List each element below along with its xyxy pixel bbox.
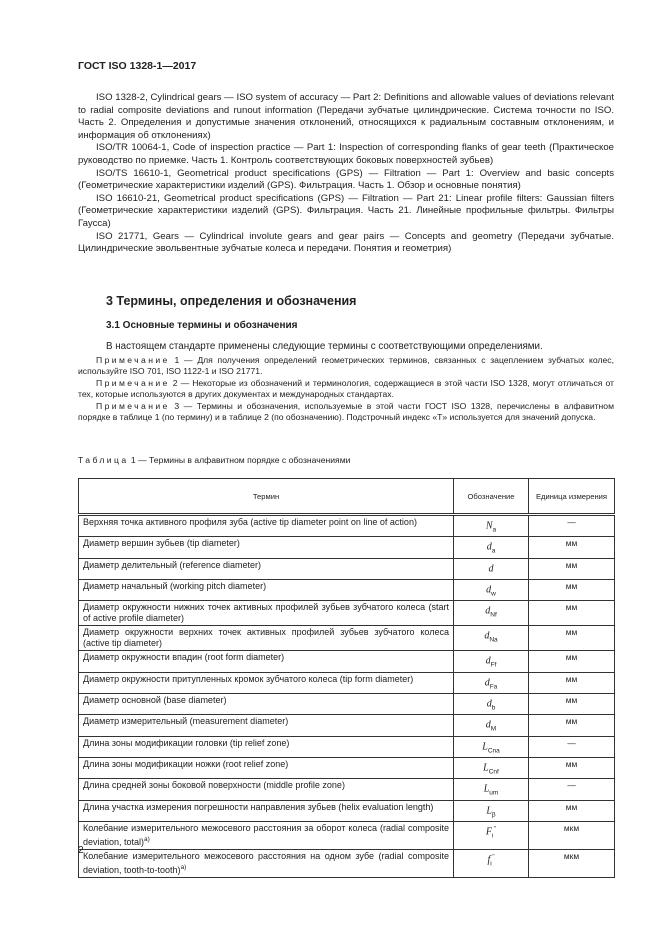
note-item (78, 401, 614, 424)
symbol-subscript: Na (489, 636, 498, 644)
table-row (79, 849, 615, 877)
symbol-cell (454, 626, 529, 651)
header-symbol: Обозначение (454, 479, 529, 515)
note-label: Примечание (96, 400, 170, 411)
term-text: Диаметр основной (base diameter) (83, 694, 227, 705)
note-item (78, 378, 614, 401)
symbol-subscript: Ff (490, 661, 497, 669)
symbol-cell (454, 579, 529, 600)
table-row (79, 558, 615, 579)
unit-cell: мм (529, 601, 615, 626)
symbol: L (483, 762, 489, 774)
symbol: L (486, 804, 492, 816)
unit-cell: мм (529, 579, 615, 600)
table-row (79, 601, 615, 626)
symbol-superscript: " (491, 852, 495, 860)
term-text: Колебание измерительного межосевого расстояния на одном зубе (radial composite deviation, tooth-to-tooth) (83, 850, 449, 875)
term-cell (79, 601, 454, 626)
term-cell (79, 821, 454, 849)
unit-cell: мм (529, 757, 615, 778)
term-text: Колебание измерительного межосевого расстояния за оборот колеса (radial composite deviation, total) (83, 822, 449, 847)
footnote-ref: a) (144, 835, 150, 843)
term-text: Длина зоны модификации головки (tip relief zone) (83, 737, 290, 748)
symbol-cell (454, 779, 529, 800)
table-row (79, 672, 615, 693)
term-cell (79, 715, 454, 736)
page-number: 2 (78, 845, 84, 856)
symbol: d (484, 676, 490, 688)
table-row (79, 800, 615, 821)
symbol-subscript: w (491, 590, 496, 598)
table-row (79, 736, 615, 757)
term-text: Длина зоны модификации ножки (root relief zone) (83, 758, 289, 769)
table-row (79, 757, 615, 778)
symbol-cell (454, 715, 529, 736)
table-row (79, 651, 615, 672)
reference-item: ISO/TS 16610-1, Geometrical product specifications (GPS) — Filtration — Part 1: Overview and basic concepts (Геометрические характеристики изделий (GPS). Фильтрация. Часть 1. Обзор и основные понятия) (78, 167, 614, 192)
term-text: Диаметр окружности нижних точек активных профилей зубьев зубчатого колеса (start of active profile diameter) (83, 602, 449, 624)
note-text: — Термины и обозначения, используемые в этой части ГОСТ ISO 1328, перечислены в алфавитном порядке в таблице 1 (по термину) и в таблице 2 (по обозначению). Подстрочный индекс «T» используется для значений допуска. (78, 400, 614, 423)
note-label: Примечание (96, 377, 170, 388)
note-text: — Некоторые из обозначений и терминология, содержащиеся в этой части ISO 1328, могут отличаться от тех, которые используются в других документах и международных стандартах. (78, 377, 614, 400)
symbol: d (486, 541, 492, 553)
term-cell (79, 849, 454, 877)
symbol-superscript: " (493, 824, 497, 832)
term-text: Диаметр начальный (working pitch diameter) (83, 580, 267, 591)
symbol-cell (454, 651, 529, 672)
symbol-subscript: M (490, 725, 497, 733)
symbol-cell (454, 558, 529, 579)
symbol: d (485, 719, 491, 731)
term-text: Диаметр окружности притупленных кромок зубчатого колеса (tip form diameter) (83, 673, 414, 684)
term-cell (79, 693, 454, 714)
symbol-cell (454, 537, 529, 558)
reference-item: ISO/TR 10064-1, Code of inspection practice — Part 1: Inspection of corresponding flanks of gear teeth (Практическое руководство по приемке. Часть 1. Контроль соответствующих боковых поверхностей зубьев) (78, 142, 614, 166)
table-caption (78, 455, 350, 465)
note-number: 3 (174, 400, 180, 411)
symbol-cell (454, 693, 529, 714)
symbol-subscript: a (492, 526, 497, 534)
table-row (79, 693, 615, 714)
intro-text: В настоящем стандарте применены следующие термины с соответствующими определениями. (106, 341, 543, 352)
term-cell (79, 537, 454, 558)
reference-item: ISO 21771, Gears — Cylindrical involute gears and gear pairs — Concepts and geometry (Передачи зубчатые. Цилиндрические эвольвентные зубчатые колеса и передачи. Понятия и геометрия) (78, 230, 614, 255)
unit-cell: — (529, 736, 615, 757)
unit-cell: мм (529, 693, 615, 714)
term-text: Верхняя точка активного профиля зуба (active tip diameter point on line of action) (83, 517, 417, 527)
symbol: N (485, 520, 493, 532)
unit-cell: мм (529, 715, 615, 736)
term-text: Диаметр окружности верхних точек активных профилей зубьев зубчатого колеса (active tip diameter) (83, 627, 449, 649)
term-text: Длина средней зоны боковой поверхности (middle profile zone) (83, 780, 345, 791)
term-text: Диаметр измерительный (measurement diameter) (83, 716, 289, 727)
term-cell (79, 800, 454, 821)
note-text: — Для получения определений геометрических терминов, связанных с зацеплением зубчатых колес, используйте ISO 701, ISO 1122-1 и ISO 21771. (78, 355, 614, 377)
symbol: F (485, 826, 492, 838)
symbol-subscript: i (490, 860, 492, 868)
table-row (79, 821, 615, 849)
note-item (78, 355, 614, 378)
reference-item: ISO 16610-21, Geometrical product specifications (GPS) — Filtration — Part 21: Linear profile filters: Gaussian filters (Геометрические характеристики изделий (GPS). Фильтрация. Часть 21. Линейные профильные фильтры. Фильтры Гаусса) (78, 192, 614, 229)
term-text: Диаметр вершин зубьев (tip diameter) (83, 538, 240, 549)
table-header-row (79, 479, 615, 515)
symbol-subscript: β (491, 810, 496, 818)
document-header: ГОСТ ISO 1328-1—2017 (78, 60, 197, 72)
symbol: L (483, 783, 490, 795)
term-cell (79, 736, 454, 757)
term-cell (79, 757, 454, 778)
symbol-subscript: Nf (490, 611, 497, 619)
term-cell (79, 779, 454, 800)
symbol: d (485, 605, 491, 617)
symbol-subscript: Fa (489, 682, 498, 690)
unit-cell: мм (529, 672, 615, 693)
term-cell (79, 515, 454, 537)
header-term: Термин (79, 479, 454, 515)
symbol: d (486, 698, 492, 710)
notes (78, 355, 614, 423)
symbol-subscript: Cna (487, 746, 500, 754)
symbol-cell (454, 601, 529, 626)
unit-cell: мм (529, 558, 615, 579)
reference-item: ISO 1328-2, Cylindrical gears — ISO system of accuracy — Part 2: Definitions and allowable values of deviations relevant to radial composite deviations and runout information (Передачи зубчатые цилиндрические. Система точности по ISO. Часть 2. Определения и допустимые значения отклонений, относящихся к радиальным составным отклонениям, и информация об отклонениях) (78, 92, 614, 141)
symbol: d (488, 562, 494, 574)
table-row (79, 579, 615, 600)
symbol-cell (454, 757, 529, 778)
symbol: f (487, 854, 491, 866)
table-row (79, 515, 615, 537)
symbol-cell (454, 672, 529, 693)
symbol-cell (454, 821, 529, 849)
normative-references (78, 92, 614, 256)
symbol: d (486, 584, 492, 596)
table-caption-text: 1 — Термины в алфавитном порядке с обозначениями (128, 455, 351, 465)
header-unit: Единица измерения (529, 479, 615, 515)
unit-cell: мм (529, 626, 615, 651)
term-text: Длина участка измерения погрешности направления зубьев (helix evaluation length) (83, 801, 434, 812)
table-row (79, 779, 615, 800)
unit-cell: — (529, 515, 615, 537)
note-label: Примечание (96, 355, 170, 365)
term-cell (79, 558, 454, 579)
table-row (79, 537, 615, 558)
symbol-subscript: Cnf (488, 768, 499, 776)
symbol-cell (454, 515, 529, 537)
symbol: d (484, 630, 490, 642)
unit-cell: мм (529, 537, 615, 558)
term-cell (79, 579, 454, 600)
term-text: Диаметр окружности впадин (root form diameter) (83, 652, 285, 663)
term-cell (79, 626, 454, 651)
note-number: 2 (172, 377, 178, 388)
unit-cell: мм (529, 651, 615, 672)
symbol: L (482, 740, 488, 752)
section-title: 3 Термины, определения и обозначения (106, 294, 357, 308)
note-number: 1 (174, 355, 180, 365)
term-cell (79, 651, 454, 672)
unit-cell: — (529, 779, 615, 800)
symbol: d (485, 655, 491, 667)
symbol-subscript: a (491, 547, 496, 555)
unit-cell: мкм (529, 849, 615, 877)
symbol-subscript: i (491, 832, 494, 840)
table-row (79, 715, 615, 736)
symbol-cell (454, 849, 529, 877)
unit-cell: мм (529, 800, 615, 821)
symbol-subscript: um (489, 789, 499, 797)
terms-table (78, 478, 615, 878)
symbol-cell (454, 800, 529, 821)
term-text: Диаметр делительный (reference diameter) (83, 559, 262, 570)
footnote-ref: a) (180, 863, 187, 871)
term-cell (79, 672, 454, 693)
subsection-title: 3.1 Основные термины и обозначения (106, 320, 298, 331)
symbol-subscript: b (491, 704, 496, 712)
unit-cell: мкм (529, 821, 615, 849)
symbol-cell (454, 736, 529, 757)
table-label: Таблица (78, 455, 129, 465)
table-row (79, 626, 615, 651)
